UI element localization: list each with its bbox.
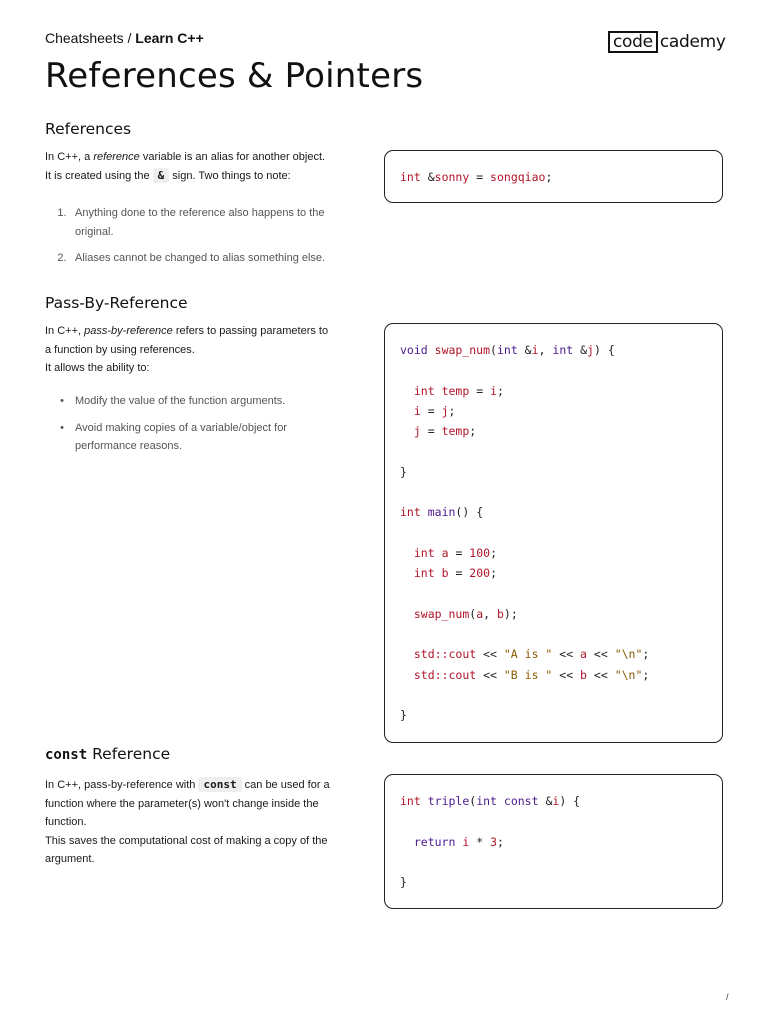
references-line-2: It is created using the & sign. Two things to note: (45, 168, 291, 182)
list-item: 2. Aliases cannot be changed to alias something else. (57, 252, 326, 264)
list-item: • Avoid making copies of a variable/object for performance reasons. (60, 421, 287, 452)
list-item: 1. Anything done to the reference also happens to the original. (57, 207, 325, 238)
page-title: References & Pointers (45, 56, 424, 96)
section-title-pass-by-reference: Pass-By-Reference (45, 294, 188, 312)
codecademy-logo[interactable] (608, 31, 726, 53)
section-title-const-reference: const Reference (45, 745, 171, 763)
const-inline-code: const (198, 777, 241, 792)
page-number: / (726, 992, 729, 1002)
pbr-paragraph-2: It allows the ability to: (45, 362, 150, 374)
const-paragraph-1: In C++, pass-by-reference with const can be used for a function where the parameter(s) won't change inside the function. (45, 778, 330, 828)
breadcrumb (45, 30, 204, 46)
breadcrumb-current[interactable]: Learn C++ (135, 30, 204, 46)
pbr-paragraph-1: In C++, pass-by-reference refers to passing parameters to a function by using references. (45, 325, 329, 356)
logo-code-box: code (608, 31, 658, 53)
ampersand-inline-code: & (153, 168, 170, 183)
code-block-const-reference: int triple(int const &i) { return i * 3; } (384, 774, 723, 909)
references-notes-list (45, 204, 345, 276)
logo-cademy-text: cademy (659, 32, 726, 52)
references-line-1: In C++, a reference variable is an alias for another object. (45, 151, 326, 163)
breadcrumb-parent[interactable]: Cheatsheets (45, 30, 124, 46)
list-item: • Modify the value of the function arguments. (60, 395, 286, 407)
references-description (45, 148, 335, 185)
pass-by-reference-description (45, 322, 335, 378)
const-reference-description (45, 776, 335, 869)
reference-term: reference (93, 151, 140, 163)
pass-by-reference-term: pass-by-reference (84, 325, 173, 337)
code-block-pass-by-reference: void swap_num(int &i, int &j) { int temp = i; i = j; j = temp; } int main() { int a = 100; int b = 200; swap_num(a, b); std::cout << "A is " << a << "\n"; std::cout << "B is " << b << "\n"; } (384, 323, 723, 743)
const-paragraph-2: This saves the computational cost of making a copy of the argument. (45, 834, 328, 865)
code-block-references: int &sonny = songqiao; (384, 150, 723, 203)
pass-by-reference-abilities-list (45, 392, 345, 464)
section-title-references: References (45, 120, 132, 138)
const-keyword: const (45, 747, 88, 763)
breadcrumb-separator: / (123, 30, 136, 46)
